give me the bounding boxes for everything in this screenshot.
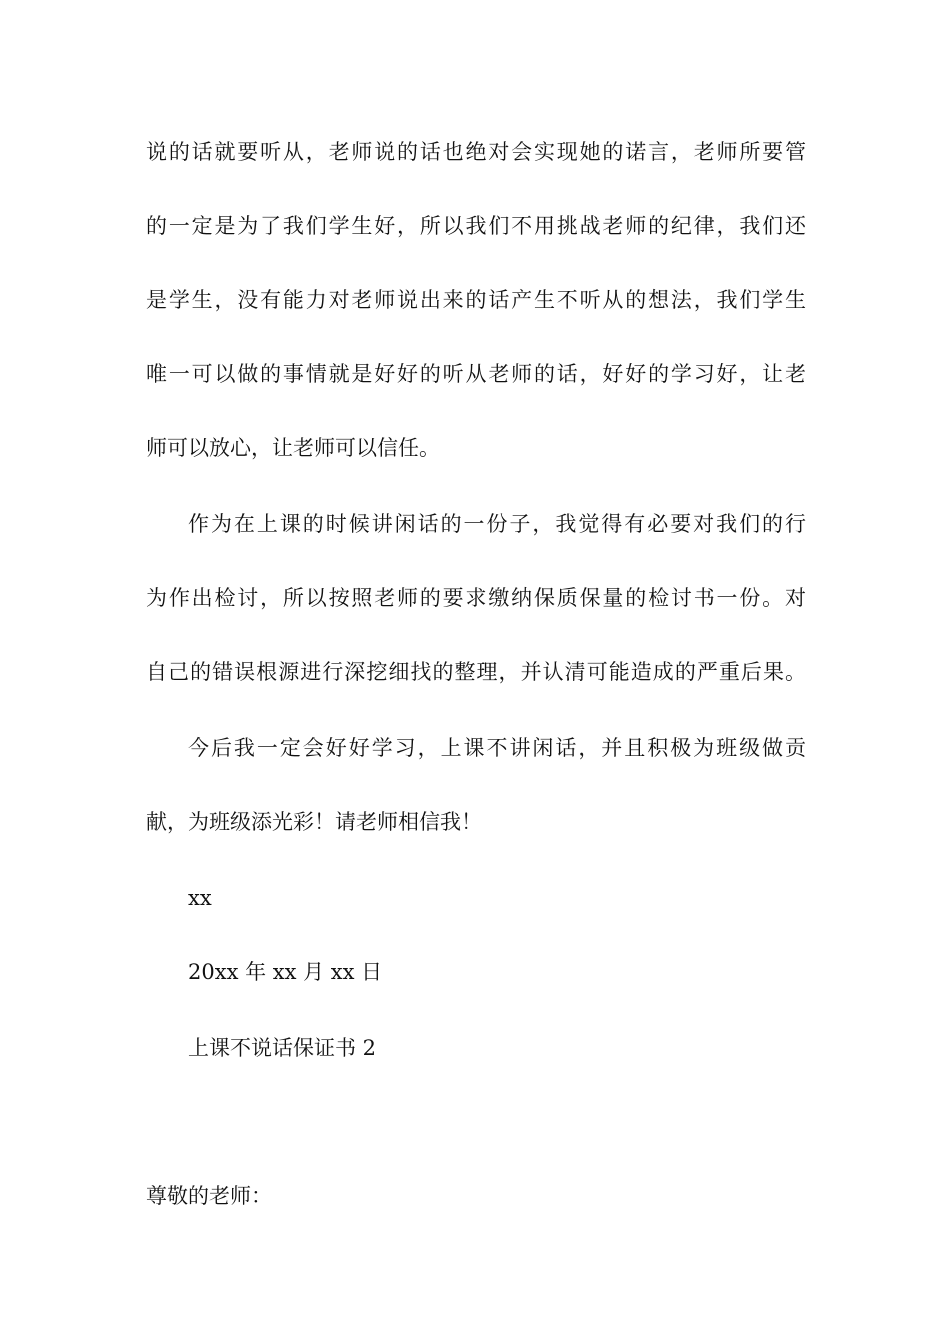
paragraph-1-line-4: 唯一可以做的事情就是好好的听从老师的话，好好的学习好，让老 xyxy=(146,362,806,386)
signature-date: 20xx 年 xx 月 xx 日 xyxy=(188,960,383,984)
paragraph-2-line-2: 为作出检讨，所以按照老师的要求缴纳保质保量的检讨书一份。对 xyxy=(146,586,806,610)
paragraph-1-line-3: 是学生，没有能力对老师说出来的话产生不听从的想法，我们学生 xyxy=(146,288,806,312)
paragraph-2-line-3: 自己的错误根源进行深挖细找的整理，并认清可能造成的严重后果。 xyxy=(146,660,806,684)
section-title: 上课不说话保证书 2 xyxy=(188,1036,377,1060)
paragraph-1-line-1: 说的话就要听从，老师说的话也绝对会实现她的诺言，老师所要管 xyxy=(146,140,806,164)
signature-name: xx xyxy=(188,886,212,910)
paragraph-3-line-1: 今后我一定会好好学习，上课不讲闲话，并且积极为班级做贡 xyxy=(188,736,806,760)
paragraph-1-line-5: 师可以放心，让老师可以信任。 xyxy=(146,436,440,460)
salutation: 尊敬的老师： xyxy=(146,1184,272,1208)
paragraph-1-line-2: 的一定是为了我们学生好，所以我们不用挑战老师的纪律，我们还 xyxy=(146,214,806,238)
paragraph-2-line-1: 作为在上课的时候讲闲话的一份子，我觉得有必要对我们的行 xyxy=(188,512,806,536)
paragraph-3-line-2: 献，为班级添光彩！请老师相信我！ xyxy=(146,810,482,834)
